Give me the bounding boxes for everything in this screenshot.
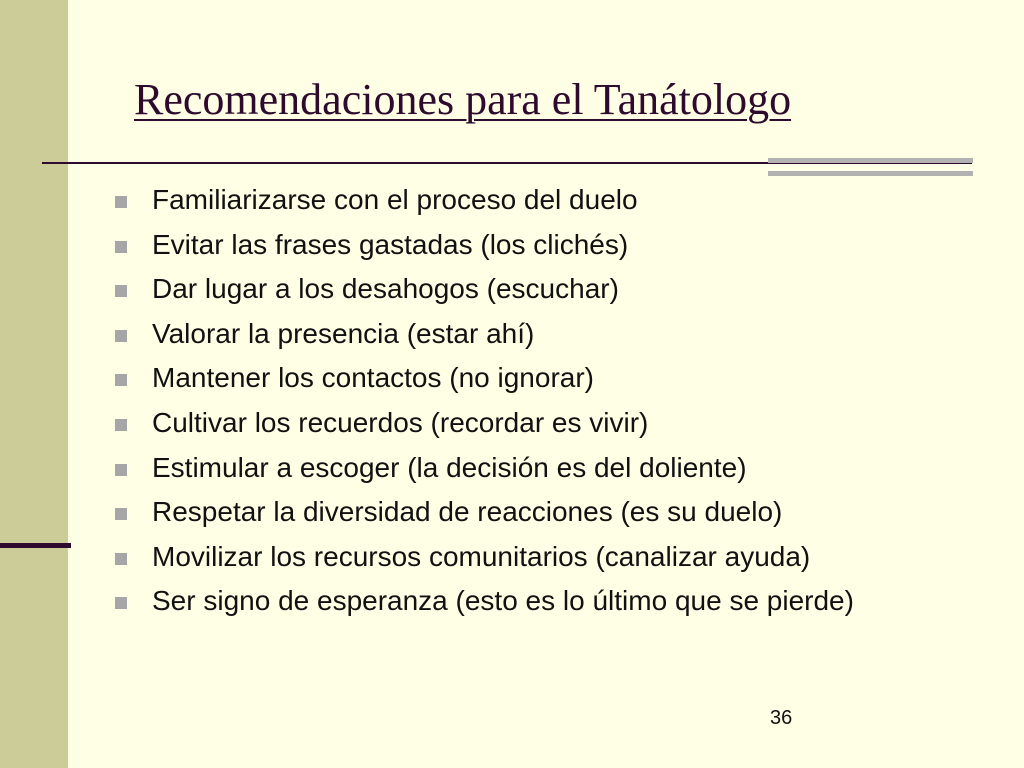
bullet-text: Cultivar los recuerdos (recordar es vivir): [152, 406, 649, 438]
square-bullet-icon: [115, 241, 127, 253]
left-decorative-band: [0, 0, 68, 768]
square-bullet-icon: [115, 553, 127, 565]
left-band-accent-line: [0, 543, 71, 548]
square-bullet-icon: [115, 464, 127, 476]
square-bullet-icon: [115, 330, 127, 342]
bullet-list: [115, 183, 975, 629]
square-bullet-icon: [115, 597, 127, 609]
title-rule-accent: [768, 158, 973, 178]
bullet-text: Evitar las frases gastadas (los clichés): [152, 228, 629, 260]
bullet-item: [115, 451, 975, 485]
bullet-item: [115, 228, 975, 262]
bullet-text: Valorar la presencia (estar ahí): [152, 317, 535, 349]
bullet-item: [115, 584, 975, 618]
square-bullet-icon: [115, 374, 127, 386]
square-bullet-icon: [115, 419, 127, 431]
bullet-text: Movilizar los recursos comunitarios (canalizar ayuda): [152, 540, 811, 572]
slide-title: Recomendaciones para el Tanátologo: [134, 75, 792, 124]
bullet-text: Respetar la diversidad de reacciones (es su duelo): [152, 496, 783, 528]
bullet-item: [115, 272, 975, 306]
bullet-item: [115, 183, 975, 217]
bullet-text: Dar lugar a los desahogos (escuchar): [152, 273, 619, 305]
bullet-item: [115, 540, 975, 574]
square-bullet-icon: [115, 196, 127, 208]
bullet-item: [115, 317, 975, 351]
rule-accent-bar-bottom: [768, 171, 973, 176]
bullet-item: [115, 406, 975, 440]
bullet-text: Mantener los contactos (no ignorar): [152, 362, 594, 394]
bullet-item: [115, 361, 975, 395]
page-number: 36: [770, 707, 793, 729]
bullet-text: Familiarizarse con el proceso del duelo: [152, 184, 638, 215]
bullet-text: Estimular a escoger (la decisión es del doliente): [152, 451, 747, 483]
square-bullet-icon: [115, 285, 127, 297]
rule-accent-bar-top: [768, 158, 973, 163]
bullet-text: Ser signo de esperanza (esto es lo último que se pierde): [152, 585, 854, 617]
square-bullet-icon: [115, 508, 127, 520]
bullet-item: [115, 495, 975, 529]
